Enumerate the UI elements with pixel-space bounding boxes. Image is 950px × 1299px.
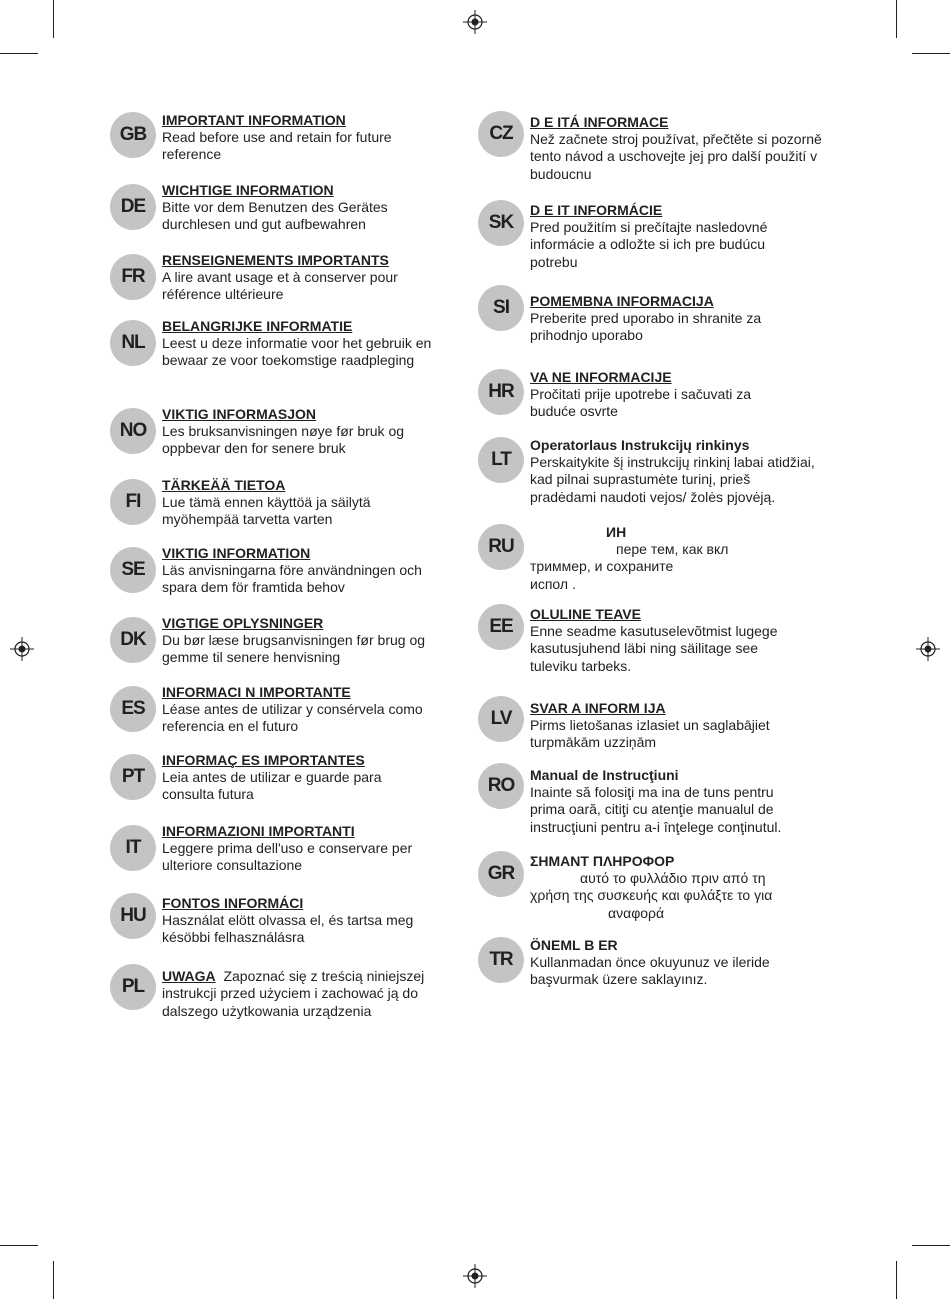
entry-text — [162, 968, 472, 1020]
language-badge: FR — [110, 254, 156, 300]
entry-heading: TÄRKEÄÄ TIETOA — [162, 477, 286, 493]
entry-heading: WICHTIGE INFORMATION — [162, 182, 334, 198]
entry-text — [162, 895, 472, 947]
entry-line: buduće osvrte — [530, 403, 618, 420]
entry-heading: IMPORTANT INFORMATION — [162, 112, 346, 128]
entry-heading: POMEMBNA INFORMACIJA — [530, 293, 714, 309]
entry-heading: INFORMAÇ ES IMPORTANTES — [162, 752, 365, 768]
entry-text — [530, 369, 840, 421]
entry-text — [162, 112, 472, 164]
entry-heading: ИН — [606, 524, 627, 540]
entry-text — [162, 477, 472, 529]
entry-text — [162, 684, 472, 736]
entry-line: kasutusjuhend läbi ning säilitage see — [530, 640, 759, 657]
entry-text — [162, 545, 472, 597]
language-badge: NL — [110, 320, 156, 366]
entry-line: Lue tämä ennen käyttöä ja säilytä — [162, 494, 371, 510]
entry-line: Bitte vor dem Benutzen des Gerätes — [162, 199, 388, 215]
entry-text — [162, 182, 472, 234]
entry-heading: UWAGA — [162, 968, 216, 984]
entry-heading: FONTOS INFORMÁCI — [162, 895, 304, 911]
entry-text — [162, 823, 472, 875]
entry-text — [162, 318, 482, 370]
entry-line: reference — [162, 146, 222, 163]
entry-line: kad pilnai suprastumėte turinį, prieš — [530, 471, 751, 488]
entry-line: ulteriore consultazione — [162, 857, 303, 874]
entry-heading: ΣΗΜΑΝΤ ΠΛΗΡΟΦΟΡ — [530, 853, 675, 869]
entry-line: başvurmak üzere saklayınız. — [530, 971, 708, 988]
entry-line: Než začnete stroj používat, přečtěte si pozorně — [530, 131, 822, 147]
entry-heading: INFORMAZIONI IMPORTANTI — [162, 823, 355, 839]
entry-text — [530, 524, 840, 593]
entry-heading: RENSEIGNEMENTS IMPORTANTS — [162, 252, 389, 268]
crop-mark — [53, 0, 54, 38]
entry-heading: VIKTIG INFORMATION — [162, 545, 311, 561]
entry-line: Inainte să folosiţi ma ina de tuns pentru — [530, 784, 774, 800]
entry-line: dalszego użytkowania urządzenia — [162, 1002, 372, 1019]
entry-heading: D E ITÁ INFORMACE — [530, 114, 669, 130]
language-badge: LV — [478, 696, 524, 742]
language-badge: HU — [110, 893, 156, 939]
entry-heading: Operatorlaus Instrukcijų rinkinys — [530, 437, 750, 453]
language-badge: CZ — [478, 111, 524, 157]
crop-mark — [912, 1245, 950, 1246]
entry-line: Leia antes de utilizar e guarde para — [162, 769, 382, 785]
entry-text — [162, 752, 472, 804]
entry-text — [530, 293, 840, 345]
language-badge: IT — [110, 825, 156, 871]
entry-heading: INFORMACI N IMPORTANTE — [162, 684, 351, 700]
entry-line: spara dem för framtida behov — [162, 579, 345, 596]
entry-line: instrukcji przed użyciem i zachować ją do — [162, 985, 418, 1002]
entry-heading: VIGTIGE OPLYSNINGER — [162, 615, 324, 631]
entry-line — [162, 968, 472, 985]
entry-line: instrucţiuni pentru a-i înţelege conţinutul. — [530, 818, 782, 835]
entry-text — [162, 252, 472, 304]
entry-text — [162, 406, 472, 458]
crop-mark — [896, 0, 897, 38]
language-badge: RU — [478, 524, 524, 570]
entry-line: budoucnu — [530, 165, 592, 182]
entry-line: αναφορά — [608, 904, 665, 921]
entry-text — [530, 114, 840, 183]
entry-text — [530, 937, 840, 989]
entry-line: gemme til senere henvisning — [162, 649, 341, 666]
crop-mark — [0, 1245, 38, 1246]
entry-line: tento návod a uschovejte jej pro další použití v — [530, 148, 818, 165]
entry-line: Pirms lietošanas izlasiet un saglabājiet — [530, 717, 770, 733]
entry-line: Du bør læse brugsanvisningen før brug og — [162, 632, 426, 648]
language-badge: NO — [110, 408, 156, 454]
entry-line: Perskaitykite šį instrukcijų rinkinį labai atidžiai, — [530, 454, 815, 470]
entry-line: oppbevar den for senere bruk — [162, 440, 346, 457]
language-badge: FI — [110, 479, 156, 525]
entry-line: Kullanmadan önce okuyunuz ve ileride — [530, 954, 770, 970]
language-badge: DE — [110, 184, 156, 230]
entry-line: испол . — [530, 575, 576, 592]
entry-line: A lire avant usage et à conserver pour — [162, 269, 398, 285]
language-badge: LT — [478, 437, 524, 483]
entry-line: tuleviku tarbeks. — [530, 657, 632, 674]
registration-mark-icon — [916, 637, 940, 661]
language-badge: PT — [110, 754, 156, 800]
entry-line: Leggere prima dell'uso e conservare per — [162, 840, 413, 856]
entry-heading: VA NE INFORMACIJE — [530, 369, 672, 385]
language-badge: DK — [110, 617, 156, 663]
entry-line: Enne seadme kasutuselevõtmist lugege — [530, 623, 778, 639]
crop-mark — [896, 1261, 897, 1299]
entry-line: consulta futura — [162, 786, 254, 803]
entry-line-text: Zapoznać się z treścią niniejszej — [223, 968, 425, 984]
entry-line: χρήση της συσκευής και φυλάξτε το για — [530, 887, 773, 904]
entry-line: turpmākām uzziņām — [530, 734, 657, 751]
entry-line: prima oară, citiţi cu atenţie manualul de — [530, 801, 774, 818]
entry-heading: ÖNEML B ER — [530, 937, 618, 953]
crop-mark — [53, 1261, 54, 1299]
language-badge: SK — [478, 200, 524, 246]
entry-line: Les bruksanvisningen nøye før bruk og — [162, 423, 405, 439]
crop-mark — [0, 53, 38, 54]
entry-line: potrebu — [530, 253, 578, 270]
language-badge: PL — [110, 964, 156, 1010]
entry-line: Läs anvisningarna före användningen och — [162, 562, 422, 578]
language-badge: GB — [110, 112, 156, 158]
entry-line: pradėdami naudoti vejos/ žolės pjovėją. — [530, 488, 776, 505]
language-badge: TR — [478, 937, 524, 983]
entry-line: Pročitati prije upotrebe i sačuvati za — [530, 386, 751, 402]
registration-mark-icon — [463, 10, 487, 34]
language-badge: GR — [478, 851, 524, 897]
entry-line: триммер, и сохраните — [530, 558, 674, 575]
entry-text — [530, 853, 840, 922]
entry-line: Használat elött olvassa el, és tartsa meg — [162, 912, 414, 928]
entry-line: пере тем, как вкл — [616, 541, 729, 557]
registration-mark-icon — [463, 1264, 487, 1288]
entry-heading: OLULINE TEAVE — [530, 606, 641, 622]
language-badge: ES — [110, 686, 156, 732]
entry-line: myöhempää tarvetta varten — [162, 511, 333, 528]
entry-text — [530, 767, 840, 836]
registration-mark-icon — [10, 637, 34, 661]
language-badge: HR — [478, 369, 524, 415]
entry-heading: Manual de Instrucţiuni — [530, 767, 679, 783]
entry-text — [530, 606, 840, 675]
entry-line: Preberite pred uporabo in shranite za — [530, 310, 762, 326]
entry-heading: SVAR A INFORM IJA — [530, 700, 666, 716]
entry-line: durchlesen und gut aufbewahren — [162, 216, 366, 233]
entry-text — [530, 437, 840, 506]
entry-line: késöbbi felhasználásra — [162, 929, 305, 946]
entry-heading: VIKTIG INFORMASJON — [162, 406, 317, 422]
entry-line: Léase antes de utilizar y consérvela como — [162, 701, 423, 717]
crop-mark — [912, 53, 950, 54]
entry-text — [530, 202, 840, 271]
language-badge: SE — [110, 547, 156, 593]
entry-text — [162, 615, 472, 667]
entry-line: Read before use and retain for future — [162, 129, 392, 145]
entry-text — [530, 700, 840, 752]
entry-line: informácie a odložte si ich pre budúcu — [530, 236, 766, 253]
entry-heading: D E IT INFORMÁCIE — [530, 202, 663, 218]
entry-line: Leest u deze informatie voor het gebruik en — [162, 335, 432, 351]
entry-line: Pred použitím si prečítajte nasledovné — [530, 219, 768, 235]
language-badge: SI — [478, 285, 524, 331]
entry-line: referencia en el futuro — [162, 718, 299, 735]
language-badge: EE — [478, 604, 524, 650]
entry-line: référence ultérieure — [162, 286, 284, 303]
entry-heading: BELANGRIJKE INFORMATIE — [162, 318, 353, 334]
entry-line: prihodnjo uporabo — [530, 327, 643, 344]
entry-line: αυτό το φυλλάδιο πριν από τη — [580, 870, 766, 886]
entry-line: bewaar ze voor toekomstige raadpleging — [162, 352, 415, 369]
language-badge: RO — [478, 763, 524, 809]
